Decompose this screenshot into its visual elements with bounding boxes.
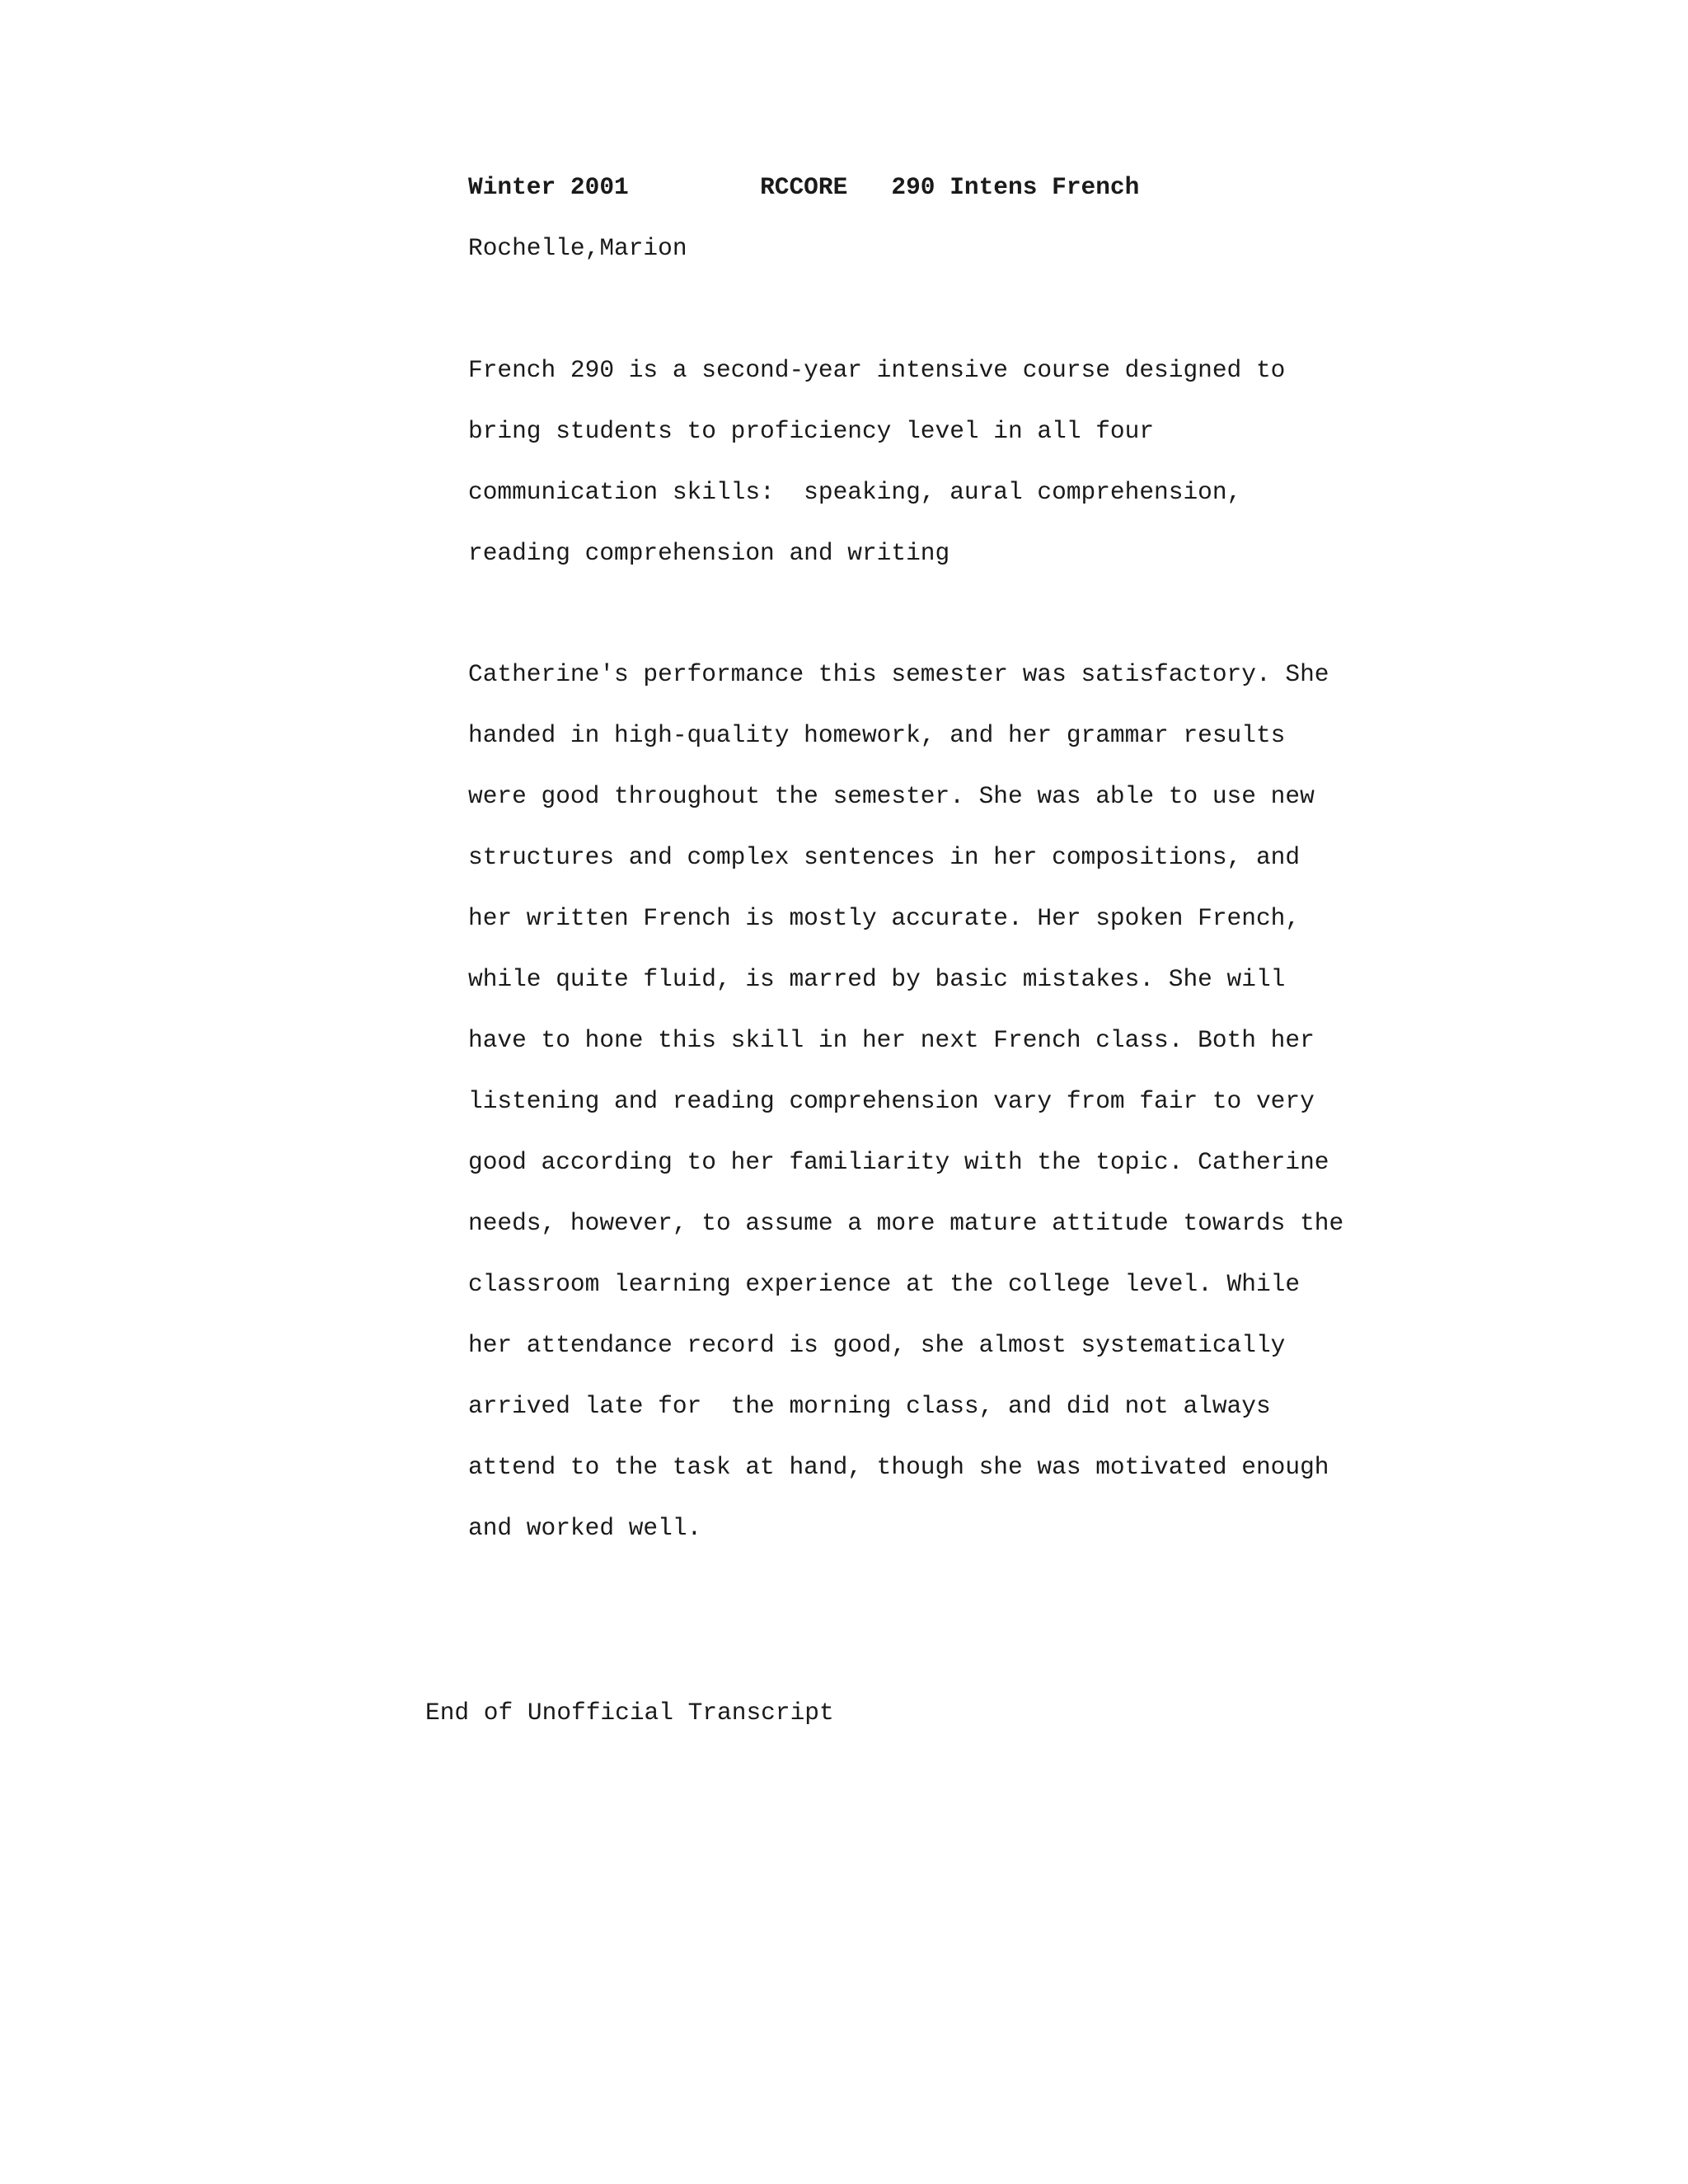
course-header — [468, 173, 1140, 201]
description-line: reading comprehension and writing — [468, 539, 950, 567]
instructor-name: Rochelle,Marion — [468, 234, 687, 262]
student-evaluation — [468, 660, 1344, 1577]
term: Winter 2001 — [468, 173, 629, 201]
description-line: bring students to proficiency level in all four — [468, 417, 1155, 445]
course-number-title: 290 Intens French — [891, 173, 1140, 201]
evaluation-line: her attendance record is good, she almost systematically — [468, 1331, 1286, 1359]
department: RCCORE — [760, 173, 848, 201]
description-line: communication skills: speaking, aural comprehension, — [468, 478, 1242, 506]
evaluation-line: and worked well. — [468, 1514, 702, 1542]
evaluation-line: Catherine's performance this semester was satisfactory. She — [468, 660, 1329, 688]
evaluation-line: structures and complex sentences in her compositions, and — [468, 843, 1301, 871]
evaluation-line: needs, however, to assume a more mature attitude towards the — [468, 1209, 1344, 1237]
evaluation-line: while quite fluid, is marred by basic mistakes. She will — [468, 965, 1286, 993]
evaluation-line: handed in high-quality homework, and her grammar results — [468, 721, 1286, 749]
evaluation-line: have to hone this skill in her next French class. Both her — [468, 1026, 1315, 1054]
evaluation-line: her written French is mostly accurate. Her spoken French, — [468, 904, 1301, 932]
evaluation-line: listening and reading comprehension vary from fair to very — [468, 1087, 1315, 1115]
evaluation-line: attend to the task at hand, though she was motivated enough — [468, 1453, 1329, 1481]
course-description — [468, 356, 1286, 602]
end-of-transcript: End of Unofficial Transcript — [425, 1699, 834, 1727]
evaluation-line: were good throughout the semester. She was able to use new — [468, 782, 1315, 810]
description-line: French 290 is a second-year intensive course designed to — [468, 356, 1286, 384]
evaluation-line: arrived late for the morning class, and did not always — [468, 1392, 1271, 1420]
evaluation-line: good according to her familiarity with the topic. Catherine — [468, 1148, 1329, 1176]
evaluation-line: classroom learning experience at the college level. While — [468, 1270, 1301, 1298]
